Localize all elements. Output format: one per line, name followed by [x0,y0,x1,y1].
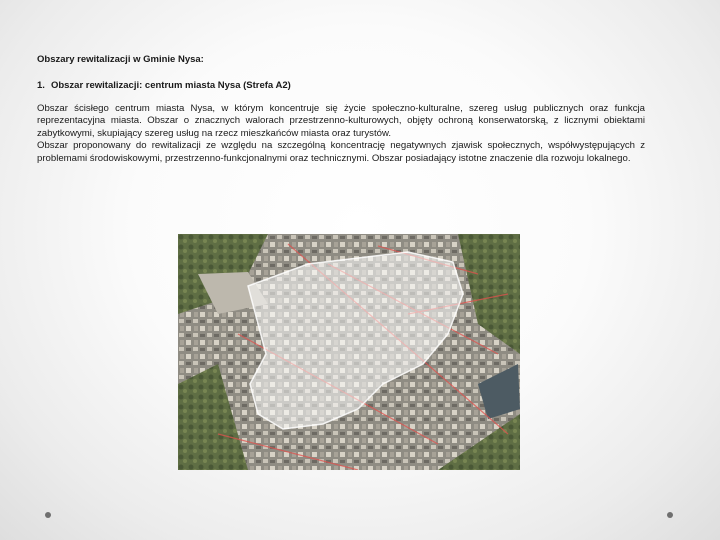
section-number: 1. [37,80,45,91]
section-title [37,80,291,91]
section-title-text: Obszar rewitalizacji: centrum miasta Nysa (Strefa A2) [50,80,291,91]
description-paragraph: Obszar ścisłego centrum miasta Nysa, w którym koncentruje się życie społeczno-kulturalne, szereg usług publicznych oraz funkcja reprezentacyjna miasta. Obszar o znacznych walorach przestrzenno-kulturowych, objęty ochroną konserwatorską, z licznymi obiektami zabytkowymi, skupiający szereg usług na rzecz mieszkańców miasta oraz turystów. [37,103,645,139]
description [37,103,645,165]
description-paragraph: Obszar proponowany do rewitalizacji ze względu na szczególną koncentrację negatywnych zjawisk społecznych, współwystępujących z problemami środowiskowymi, przestrzenno-funkcjonalnymi oraz technicznymi. Obszar posiadający istotne znaczenie dla rozwoju lokalnego. [37,140,645,164]
bullet-dot-left [45,512,51,518]
aerial-map-image [178,234,520,470]
bullet-dot-right [667,512,673,518]
slide-heading: Obszary rewitalizacji w Gminie Nysa: [37,54,204,65]
